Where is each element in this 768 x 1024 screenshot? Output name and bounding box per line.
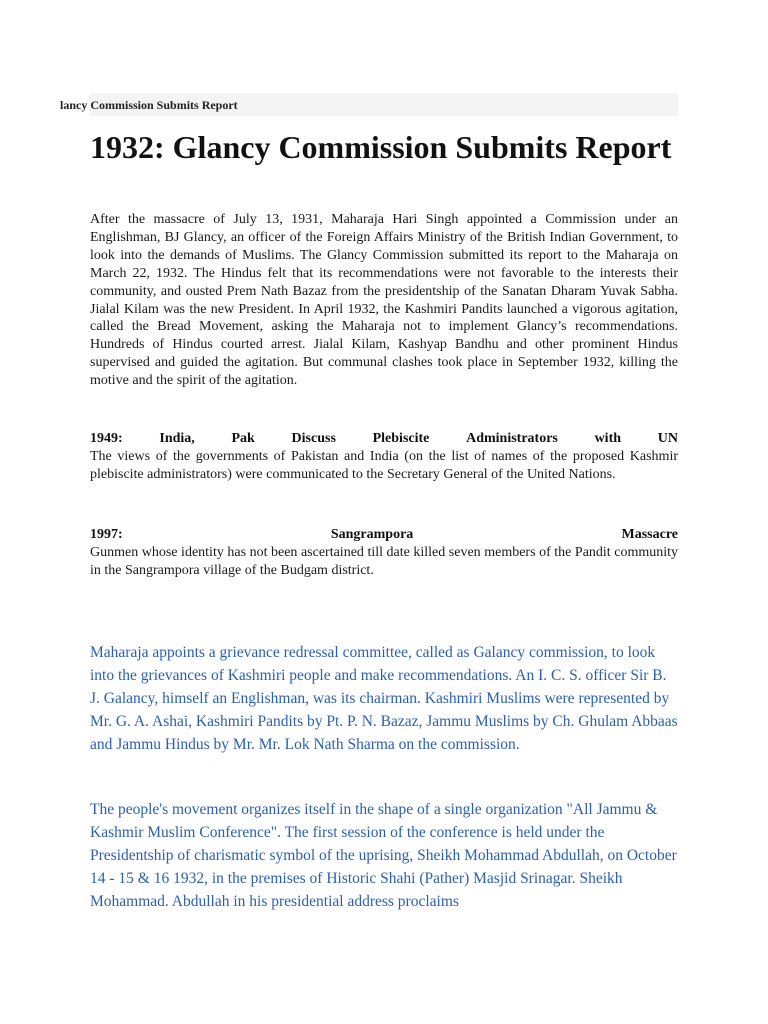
heading-word: Discuss (291, 431, 336, 446)
article-paragraph: After the massacre of July 13, 1931, Maharaja Hari Singh appointed a Commission under an Englishman, BJ Glancy, an officer of the Foreign Affairs Ministry of the British Indian Government, to look into the demands of Muslims. The Glancy Commission submitted its report to the Maharaja on March 22, 1932. The Hindus felt that its recommendations were not favorable to the interests their community, and ousted Prem Nath Bazaz from the presidentship of the Sanatan Dharam Yuvak Sabha. Jialal Kilam was the new President. In April 1932, the Kashmiri Pandits launched a vigorous agitation, called the Bread Movement, asking the Maharaja not to implement Glancy’s recommendations. Hundreds of Hindus courted arrest. Jialal Kilam, Kashyap Bandhu and other prominent Hindus supervised and guided the agitation. But communal clashes took place in September 1932, killing the motive and the spirit of the agitation. (90, 212, 678, 389)
heading-word: 1949: (90, 431, 123, 446)
heading-word: Massacre (621, 527, 678, 542)
entry-heading (90, 526, 678, 544)
heading-word: Plebiscite (372, 431, 430, 446)
entry-body: The views of the governments of Pakistan and India (on the list of names of the proposed Kashmir plebiscite administrators) were communicated to the Secretary General of the United Nations. (90, 449, 678, 482)
blue-paragraph-committee: Maharaja appoints a grievance redressal committee, called as Galancy commission, to look into the grievances of Kashmiri people and make recommendations. An I. C. S. officer Sir B. J. Galancy, himself an Englishman, was its chairman. Kashmiri Muslims were represented by Mr. G. A. Ashai, Kashmiri Pandits by Pt. P. N. Bazaz, Jammu Muslims by Ch. Ghulam Abbaas and Jammu Hindus by Mr. Mr. Lok Nath Sharma on the commission. (90, 644, 678, 753)
entry-body: Gunmen whose identity has not been ascertained till date killed seven members of the Pandit community in the Sangrampora village of the Budgam district. (90, 545, 678, 578)
timeline-entry-1997 (90, 526, 678, 580)
breadcrumb-text: lancy Commission Submits Report (60, 98, 238, 112)
heading-word: with (594, 431, 622, 446)
page-title: 1932: Glancy Commission Submits Report (90, 129, 672, 165)
entry-heading (90, 430, 678, 448)
heading-word: Administrators (466, 431, 558, 446)
heading-word: 1997: (90, 527, 123, 542)
heading-word: Sangrampora (330, 527, 414, 542)
heading-word: UN (657, 431, 678, 446)
timeline-entry-1949 (90, 430, 678, 484)
breadcrumb (60, 93, 678, 116)
blue-paragraph-conference: The people's movement organizes itself in the shape of a single organization "All Jammu & Kashmir Muslim Conference". The first session of the conference is held under the Presidentship of charismatic symbol of the uprising, Sheikh Mohammad Abdullah, on October 14 - 15 & 16 1932, in the premises of Historic Shahi (Pather) Masjid Srinagar. Sheikh Mohammad. Abdullah in his presidential address proclaims (90, 801, 677, 910)
heading-word: Pak (231, 431, 255, 446)
heading-word: India, (159, 431, 195, 446)
